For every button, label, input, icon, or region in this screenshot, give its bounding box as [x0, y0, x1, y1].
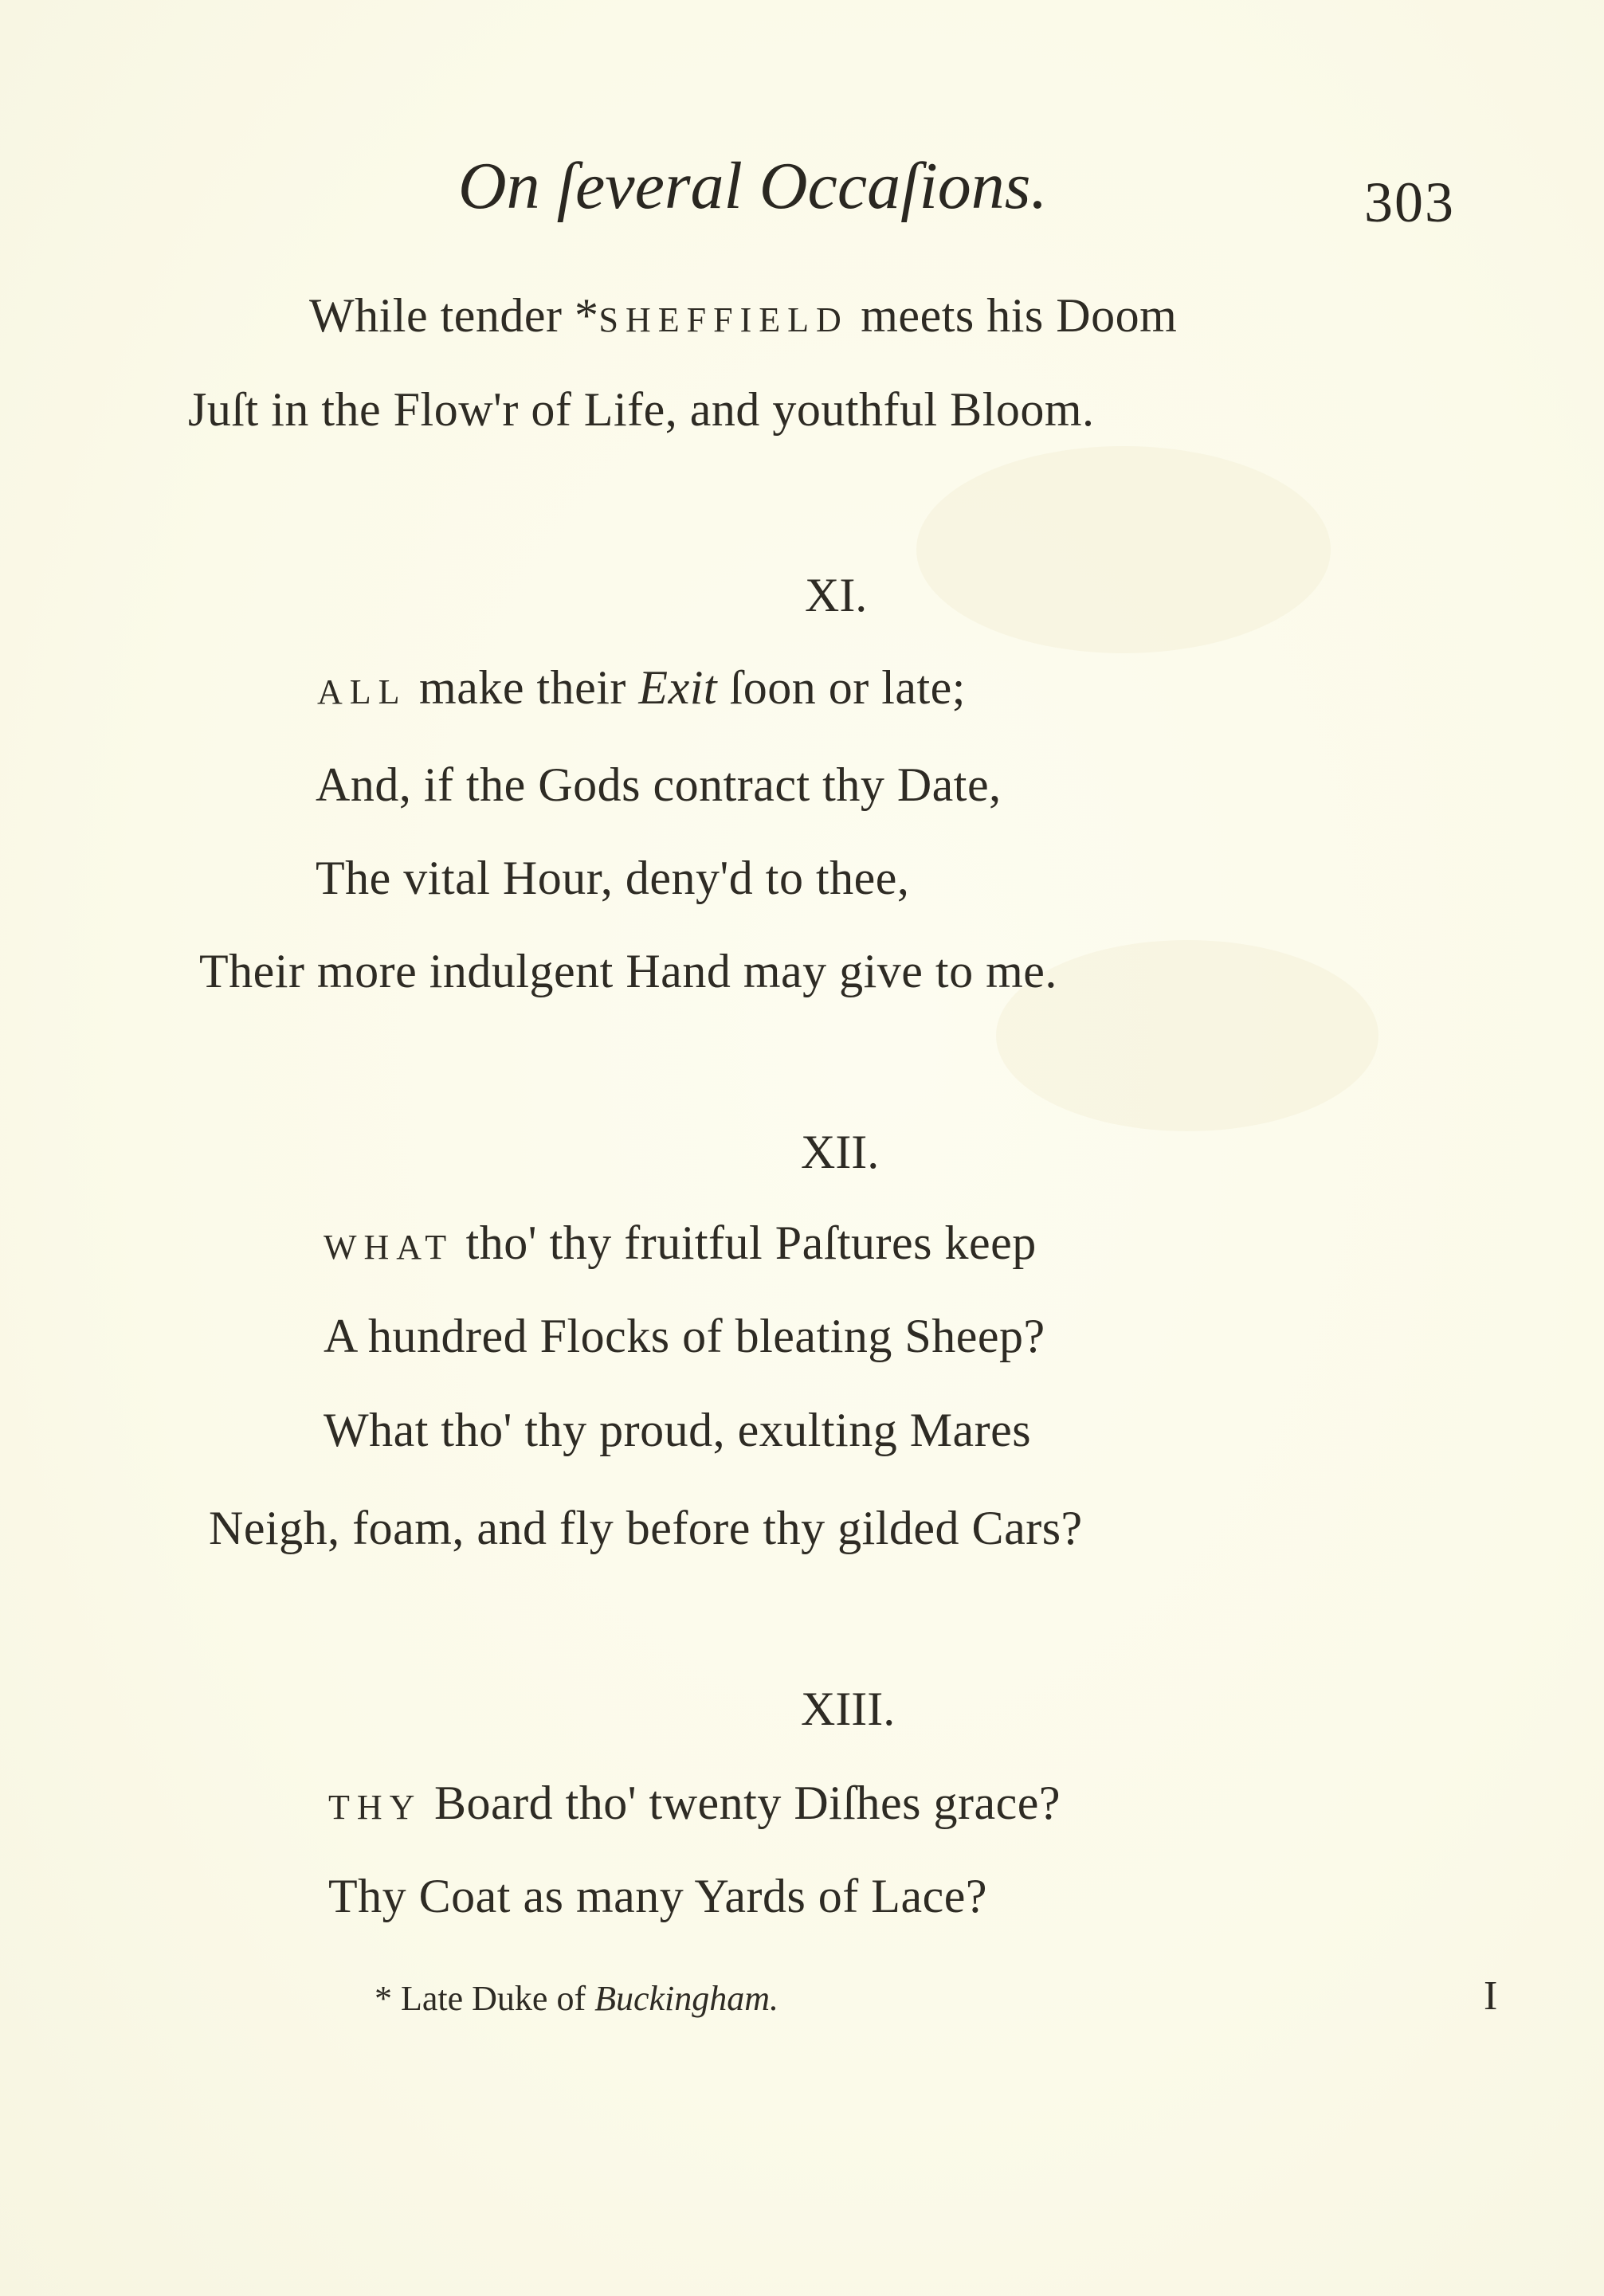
footnote-marker: * — [375, 1979, 392, 2018]
signature-mark: I — [1484, 1973, 1498, 2019]
footnote-text: Late Duke of — [392, 1979, 595, 2018]
small-caps-opening: THY — [328, 1788, 422, 1827]
stanza-number: XIII. — [801, 1683, 896, 1735]
stanza-number: XI. — [805, 569, 868, 621]
verse-line: Their more indulgent Hand may give to me. — [199, 945, 1057, 997]
footnote-italic-name: Buckingham. — [594, 1979, 779, 2018]
stanza-number: XII. — [801, 1126, 880, 1178]
verse-line: What tho' thy proud, exulting Mares — [324, 1404, 1032, 1456]
verse-text: While tender — [309, 289, 575, 342]
verse-text: make their — [406, 661, 639, 714]
verse-line — [309, 289, 1178, 342]
small-caps-name: SHEFFIELD — [598, 300, 849, 339]
verse-text: tho' thy fruitful Paſtures keep — [453, 1217, 1037, 1269]
footnote — [375, 1981, 778, 2016]
page-number: 303 — [1364, 170, 1455, 234]
verse-line: A hundred Flocks of bleating Sheep? — [324, 1310, 1045, 1362]
verse-line — [317, 661, 966, 714]
footnote-marker: * — [575, 289, 599, 342]
verse-line — [324, 1219, 1037, 1267]
verse-text: Board tho' twenty Diſhes grace? — [422, 1777, 1061, 1829]
verse-text: ſoon or late; — [717, 661, 966, 714]
verse-line: And, if the Gods contract thy Date, — [316, 758, 1002, 811]
small-caps-opening: WHAT — [324, 1228, 454, 1267]
italic-word: Exit — [638, 661, 718, 714]
small-caps-opening: ALL — [317, 672, 407, 711]
verse-line: Thy Coat as many Yards of Lace? — [328, 1870, 987, 1922]
verse-text: meets his Doom — [848, 289, 1178, 342]
verse-line: The vital Hour, deny'd to thee, — [316, 852, 910, 904]
verse-line: Juſt in the Flow'r of Life, and youthful Bloom. — [188, 383, 1095, 436]
verse-line: Neigh, foam, and fly before thy gilded Cars? — [209, 1502, 1083, 1554]
running-title: On ſeveral Occaſions. — [458, 149, 1048, 223]
bleed-through-mark — [916, 446, 1331, 653]
verse-line — [328, 1779, 1061, 1827]
